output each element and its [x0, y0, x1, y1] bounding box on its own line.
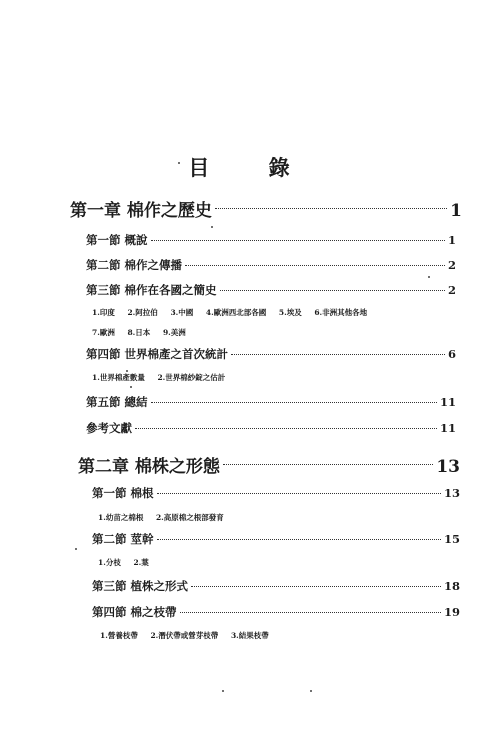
subtopic: 7.歐洲 — [92, 328, 115, 337]
subtopic: 2.世界棉紗錠之估計 — [157, 373, 226, 382]
section-label: 第二節 莖幹 — [92, 532, 154, 546]
subtopic-line — [92, 327, 192, 338]
subtopic: 1.營養枝帶 — [100, 631, 138, 640]
subtopic-line — [100, 630, 275, 641]
page-number: 2 — [447, 283, 456, 297]
section-label: 參考文獻 — [86, 421, 132, 435]
dot-leader — [180, 612, 441, 613]
section-entry — [92, 578, 460, 594]
page-number: 2 — [447, 258, 456, 272]
section-label: 第五節 總結 — [86, 395, 148, 409]
subtopic: 9.美洲 — [162, 328, 186, 337]
subtopic: 4.歐洲西北部各國 — [205, 308, 267, 317]
page-number: 11 — [439, 421, 456, 435]
scan-speck — [75, 548, 77, 550]
dot-leader — [157, 493, 441, 494]
dot-leader — [220, 290, 445, 291]
page-number: 11 — [439, 395, 456, 409]
dot-leader — [231, 354, 445, 355]
section-entry — [92, 604, 460, 620]
section-entry — [86, 394, 456, 410]
dot-leader — [135, 428, 437, 429]
subtopic-line — [92, 372, 231, 383]
dot-leader — [215, 208, 447, 209]
section-label: 第三節 植株之形式 — [92, 579, 189, 593]
page-number: 18 — [443, 579, 460, 593]
section-label: 第四節 棉之枝帶 — [92, 605, 177, 619]
section-label: 第三節 棉作在各國之簡史 — [86, 283, 217, 297]
page-number: 13 — [436, 457, 460, 477]
chapter-2-entry — [78, 452, 460, 477]
subtopic: 8.日本 — [127, 328, 151, 337]
dot-leader — [185, 265, 445, 266]
page-number: 19 — [443, 605, 460, 619]
scan-speck — [126, 370, 128, 372]
page-number: 1 — [450, 201, 462, 221]
subtopic-line — [92, 307, 373, 318]
page-number: 15 — [443, 532, 460, 546]
subtopic-line — [98, 557, 155, 568]
subtopic: 2.阿拉伯 — [127, 308, 158, 317]
section-label: 第二節 棉作之傳播 — [86, 258, 183, 272]
subtopic: 2.高原棉之根部發育 — [155, 513, 224, 522]
section-entry — [92, 531, 460, 547]
scan-speck — [428, 276, 430, 278]
references-entry — [86, 420, 456, 436]
page-number: 13 — [443, 486, 460, 500]
page-number: 6 — [447, 347, 456, 361]
subtopic: 1.世界棉產數量 — [92, 373, 145, 382]
subtopic-line — [98, 512, 230, 523]
subtopic: 2.葉 — [133, 558, 149, 567]
subtopic: 3.結果枝帶 — [230, 631, 269, 640]
dot-leader — [157, 539, 441, 540]
section-entry — [86, 282, 456, 298]
subtopic: 6.非洲其他各地 — [314, 308, 368, 317]
chapter-label: 第一章 棉作之歷史 — [70, 201, 212, 221]
subtopic: 1.分枝 — [98, 558, 121, 567]
section-entry — [92, 485, 460, 501]
section-entry — [86, 257, 456, 273]
dot-leader — [223, 464, 433, 465]
chapter-label: 第二章 棉株之形態 — [78, 457, 220, 477]
scan-speck — [222, 690, 224, 692]
subtopic: 1.幼苗之棉根 — [98, 513, 144, 522]
chapter-1-entry — [70, 196, 462, 221]
section-label: 第一節 概說 — [86, 233, 148, 247]
page-number: 1 — [447, 233, 456, 247]
subtopic: 5.埃及 — [278, 308, 302, 317]
subtopic: 2.潛伏帶或營芽枝帶 — [150, 631, 219, 640]
dot-leader — [151, 240, 445, 241]
section-entry — [86, 346, 456, 362]
section-entry — [86, 232, 456, 248]
page-title: 目 錄 — [188, 155, 316, 180]
subtopic: 1.印度 — [92, 308, 115, 317]
dot-leader — [191, 586, 441, 587]
scan-speck — [178, 162, 180, 164]
subtopic: 3.中國 — [170, 308, 194, 317]
scan-speck — [130, 386, 132, 388]
section-label: 第一節 棉根 — [92, 486, 154, 500]
scan-speck — [310, 690, 312, 692]
scan-speck — [211, 226, 213, 228]
dot-leader — [151, 402, 437, 403]
section-label: 第四節 世界棉產之首次統計 — [86, 347, 229, 361]
